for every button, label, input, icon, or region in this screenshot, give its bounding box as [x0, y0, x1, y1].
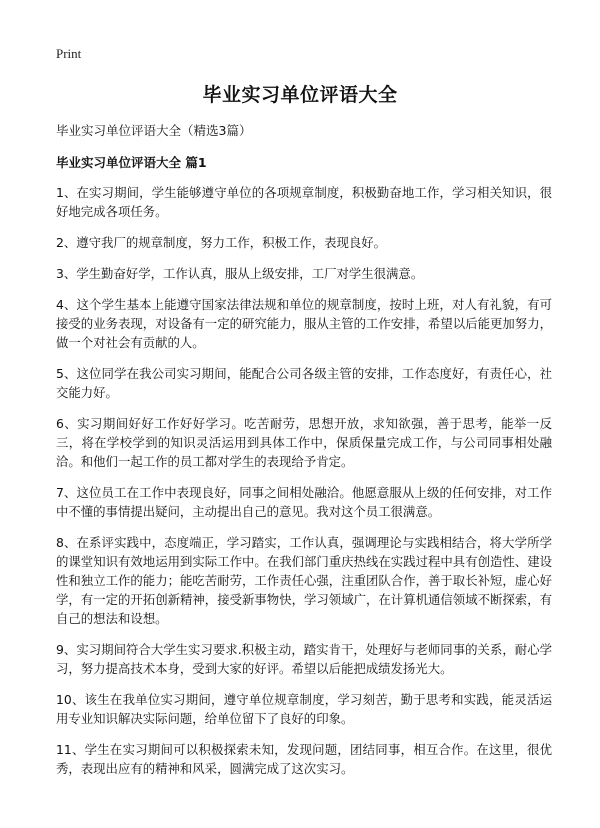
document-body	[56, 183, 552, 790]
section-heading: 毕业实习单位评语大全 篇1	[56, 155, 207, 170]
paragraph: 9、实习期间符合大学生实习要求.积极主动，踏实肯干，处理好与老师同事的关系，耐心学习，努力提高技术本身，受到大家的好评。希望以后能把成绩发扬光大。	[56, 642, 552, 676]
paragraph: 7、这位员工在工作中表现良好，同事之间相处融洽。他愿意服从上级的任何安排，对工作中不懂的事情提出疑问，主动提出自己的意见。我对这个员工很满意。	[56, 485, 552, 519]
paragraph: 6、实习期间好好工作好好学习。吃苦耐劳，思想开放，求知欲强，善于思考，能举一反三，将在学校学到的知识灵活运用到具体工作中，保质保量完成工作，与公司同事相处融洽。和他们一起工作的员工都对学生的表现给予肯定。	[56, 416, 552, 469]
paragraph: 3、学生勤奋好学，工作认真，服从上级安排，工厂对学生很满意。	[56, 266, 424, 281]
paragraph: 5、这位同学在我公司实习期间，能配合公司各级主管的安排，工作态度好，有责任心，社交能力好。	[56, 366, 552, 400]
document-subtitle: 毕业实习单位评语大全（精选3篇）	[56, 123, 252, 138]
paragraph: 11、学生在实习期间可以积极探索未知，发现问题，团结同事，相互合作。在这里，很优秀，表现出应有的精神和风采，圆满完成了这次实习。	[56, 742, 552, 776]
paragraph: 8、在系评实践中，态度端正，学习踏实，工作认真，强调理论与实践相结合，将大学所学的课堂知识有效地运用到实际工作中。在我们部门重庆热线在实践过程中具有创造性、建设性和独立工作的能力；能吃苦耐劳，工作责任心强，注重团队合作，善于取长补短，虚心好学，有一定的开拓创新精神，接受新事物快，学习领域广，在计算机通信领域不断探索，有自己的想法和设想。	[56, 535, 552, 626]
paragraph: 2、遵守我厂的规章制度，努力工作，积极工作，表现良好。	[56, 235, 387, 250]
paragraph: 4、这个学生基本上能遵守国家法律法规和单位的规章制度，按时上班，对人有礼貌，有可接受的业务表现，对设备有一定的研究能力，服从主管的工作安排，希望以后能更加努力，做一个对社会有贡献的人。	[56, 297, 552, 350]
paragraph: 10、该生在我单位实习期间，遵守单位规章制度，学习刻苦，勤于思考和实践，能灵活运用专业知识解决实际问题，给单位留下了良好的印象。	[56, 692, 552, 726]
page-title: 毕业实习单位评语大全	[202, 84, 398, 106]
print-link[interactable]: Print	[56, 46, 82, 61]
paragraph: 1、在实习期间，学生能够遵守单位的各项规章制度，积极勤奋地工作，学习相关知识，很好地完成各项任务。	[56, 185, 552, 219]
